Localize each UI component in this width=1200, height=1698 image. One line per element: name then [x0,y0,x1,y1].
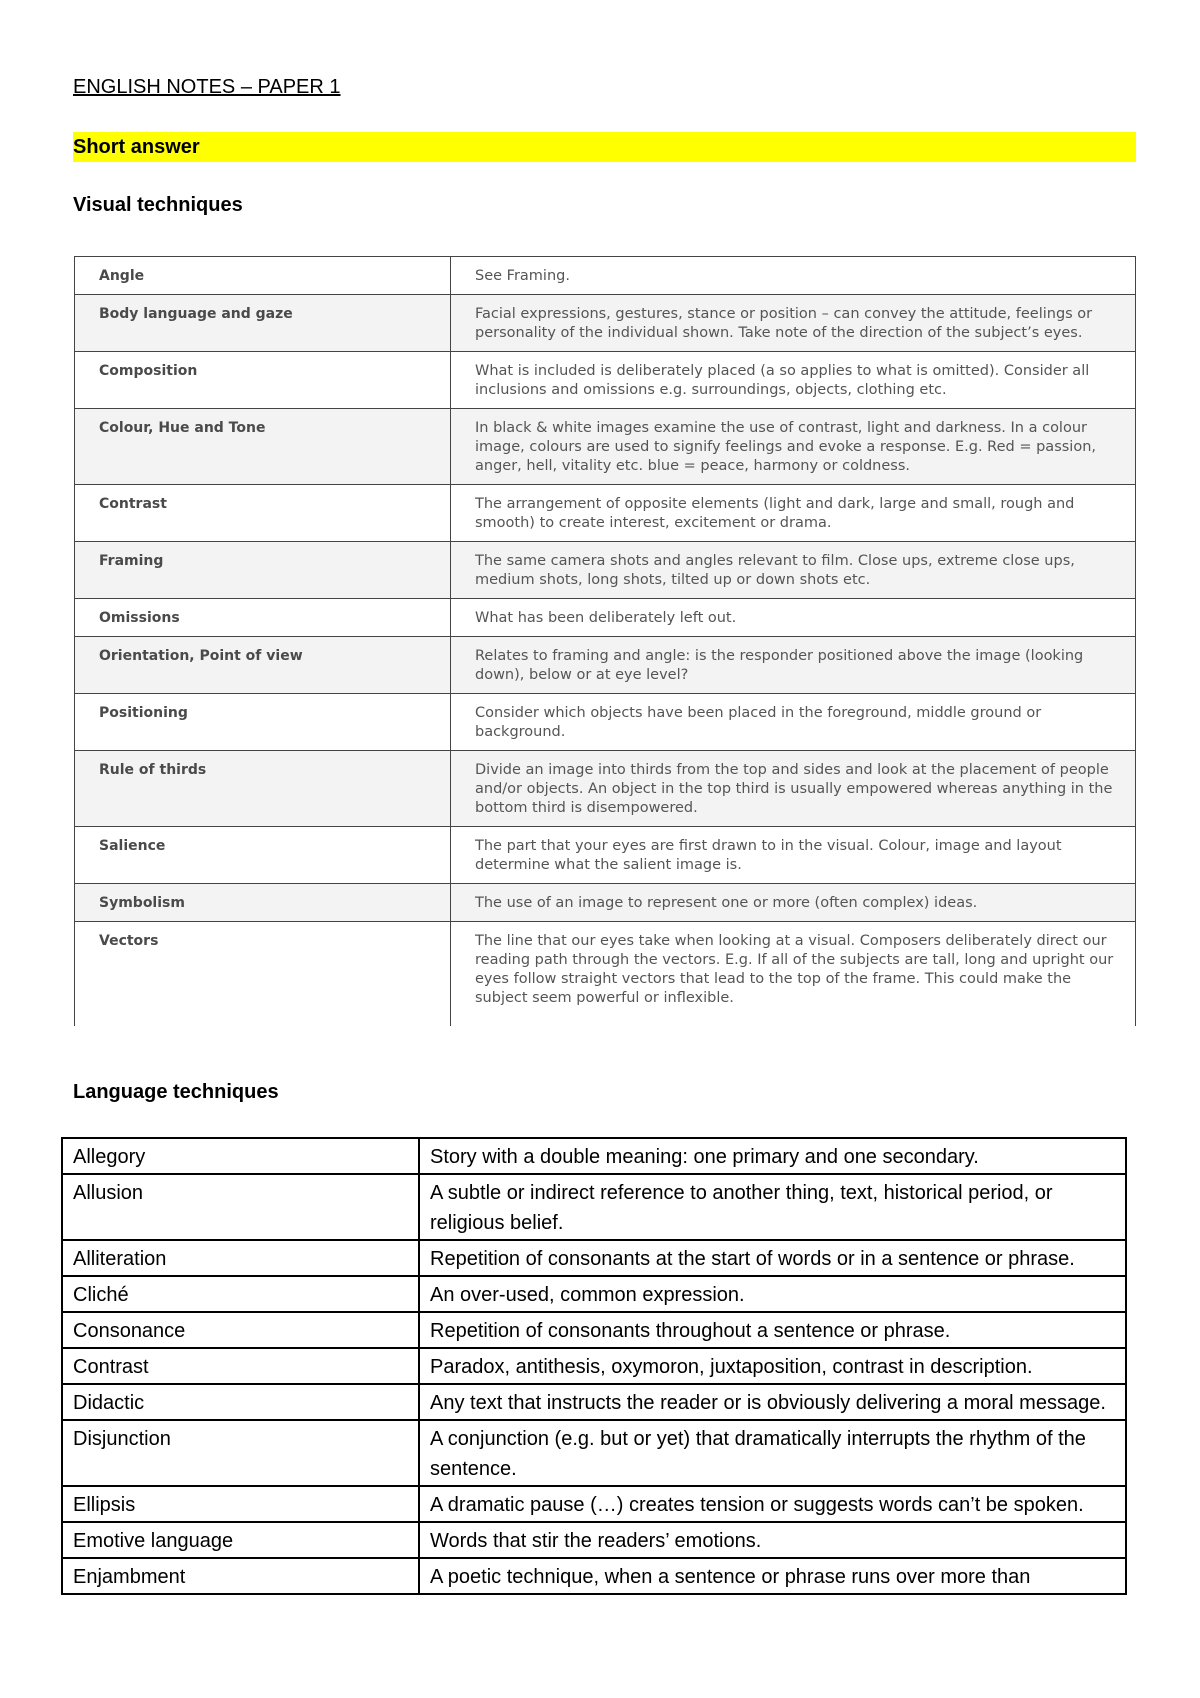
technique-term: Symbolism [75,884,451,922]
technique-term: Angle [75,257,451,295]
technique-description: A poetic technique, when a sentence or phrase runs over more than [419,1558,1126,1594]
table-row [75,599,1136,637]
technique-term: Body language and gaze [75,295,451,352]
technique-term: Allusion [62,1174,419,1240]
technique-term: Alliteration [62,1240,419,1276]
table-row [75,409,1136,485]
technique-description: Words that stir the readers’ emotions. [419,1522,1126,1558]
technique-term: Consonance [62,1312,419,1348]
table-row [62,1420,1126,1486]
technique-description: See Framing. [451,257,1136,295]
technique-description: The use of an image to represent one or more (often complex) ideas. [451,884,1136,922]
technique-description: A subtle or indirect reference to another thing, text, historical period, or religious belief. [419,1174,1126,1240]
table-row [75,295,1136,352]
technique-term: Omissions [75,599,451,637]
table-row [62,1240,1126,1276]
table-row [62,1558,1126,1594]
short-answer-heading: Short answer [73,136,200,158]
table-row [75,922,1136,1027]
visual-techniques-table [74,256,1136,1026]
section-highlight [73,132,1136,162]
table-row [75,352,1136,409]
table-row [62,1276,1126,1312]
technique-term: Disjunction [62,1420,419,1486]
table-row [62,1138,1126,1174]
page-title: ENGLISH NOTES – PAPER 1 [73,76,341,98]
language-techniques-table [61,1137,1127,1595]
technique-term: Orientation, Point of view [75,637,451,694]
technique-description: The part that your eyes are first drawn to in the visual. Colour, image and layout determine what the salient image is. [451,827,1136,884]
table-row [75,827,1136,884]
technique-description: Relates to framing and angle: is the responder positioned above the image (looking down), below or at eye level? [451,637,1136,694]
technique-description: What has been deliberately left out. [451,599,1136,637]
table-row [75,257,1136,295]
technique-term: Cliché [62,1276,419,1312]
technique-description: The same camera shots and angles relevant to film. Close ups, extreme close ups, medium shots, long shots, tilted up or down shots etc. [451,542,1136,599]
technique-description: Story with a double meaning: one primary and one secondary. [419,1138,1126,1174]
technique-description: Any text that instructs the reader or is obviously delivering a moral message. [419,1384,1126,1420]
table-row [75,542,1136,599]
technique-term: Contrast [75,485,451,542]
technique-description: In black & white images examine the use of contrast, light and darkness. In a colour image, colours are used to signify feelings and evoke a response. E.g. Red = passion, anger, hell, vitality etc. blue = peace, harmony or coldness. [451,409,1136,485]
technique-term: Allegory [62,1138,419,1174]
technique-description: Divide an image into thirds from the top and sides and look at the placement of people and/or objects. An object in the top third is usually empowered whereas anything in the bottom third is disempowered. [451,751,1136,827]
table-row [62,1384,1126,1420]
technique-term: Contrast [62,1348,419,1384]
technique-term: Colour, Hue and Tone [75,409,451,485]
visual-techniques-heading: Visual techniques [73,194,243,216]
technique-description: A dramatic pause (…) creates tension or suggests words can’t be spoken. [419,1486,1126,1522]
technique-description: The line that our eyes take when looking at a visual. Composers deliberately direct our reading path through the vectors. E.g. If all of the subjects are tall, long and upright our eyes follow straight vectors that lead to the top of the frame. This could make the subject seem powerful or inflexible. [451,922,1136,1027]
technique-term: Enjambment [62,1558,419,1594]
table-row [62,1522,1126,1558]
table-row [62,1312,1126,1348]
technique-description: The arrangement of opposite elements (light and dark, large and small, rough and smooth) to create interest, excitement or drama. [451,485,1136,542]
technique-term: Ellipsis [62,1486,419,1522]
technique-term: Framing [75,542,451,599]
language-techniques-heading: Language techniques [73,1081,279,1103]
table-row [62,1174,1126,1240]
table-row [75,485,1136,542]
technique-term: Positioning [75,694,451,751]
technique-description: An over-used, common expression. [419,1276,1126,1312]
technique-description: Consider which objects have been placed in the foreground, middle ground or background. [451,694,1136,751]
table-row [62,1348,1126,1384]
table-row [75,694,1136,751]
technique-term: Vectors [75,922,451,1027]
technique-term: Emotive language [62,1522,419,1558]
technique-term: Didactic [62,1384,419,1420]
technique-description: What is included is deliberately placed (a so applies to what is omitted). Consider all inclusions and omissions e.g. surroundings, objects, clothing etc. [451,352,1136,409]
technique-term: Rule of thirds [75,751,451,827]
table-row [75,884,1136,922]
technique-description: Repetition of consonants at the start of words or in a sentence or phrase. [419,1240,1126,1276]
technique-description: Repetition of consonants throughout a sentence or phrase. [419,1312,1126,1348]
table-row [75,637,1136,694]
technique-description: Facial expressions, gestures, stance or position – can convey the attitude, feelings or personality of the individual shown. Take note of the direction of the subject’s eyes. [451,295,1136,352]
technique-description: Paradox, antithesis, oxymoron, juxtaposition, contrast in description. [419,1348,1126,1384]
technique-term: Salience [75,827,451,884]
table-row [75,751,1136,827]
table-row [62,1486,1126,1522]
technique-term: Composition [75,352,451,409]
technique-description: A conjunction (e.g. but or yet) that dramatically interrupts the rhythm of the sentence. [419,1420,1126,1486]
